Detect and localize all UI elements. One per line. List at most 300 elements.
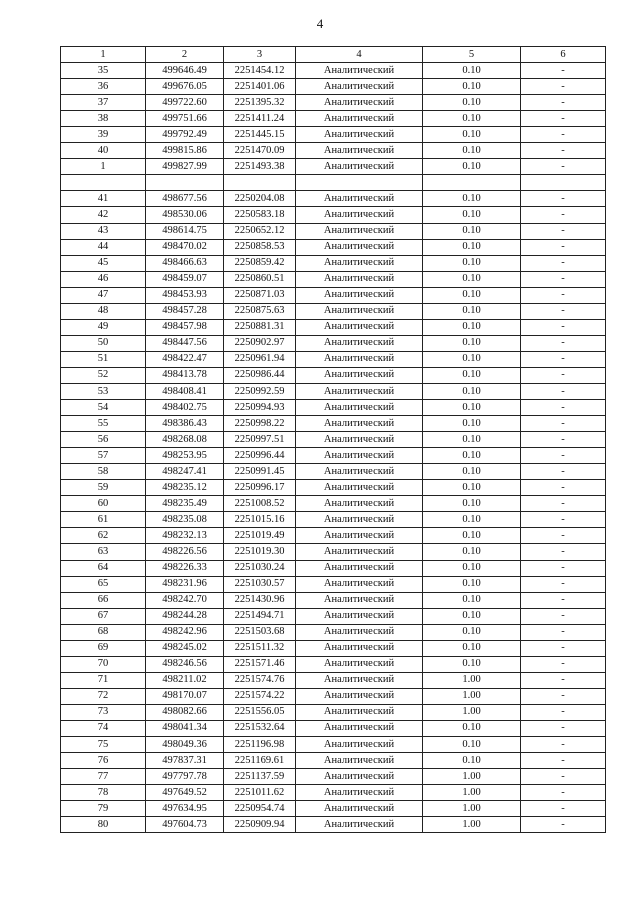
accuracy-cell: 0.10 [423,127,521,143]
table-row [61,79,606,95]
note-cell: - [521,592,606,608]
y-coordinate-cell: 2251511.32 [224,640,296,656]
y-coordinate-cell: 2251196.98 [224,737,296,753]
note-cell: - [521,704,606,720]
note-cell: - [521,319,606,335]
accuracy-cell: 0.10 [423,191,521,207]
y-coordinate-cell: 2251030.57 [224,576,296,592]
x-coordinate-cell: 499676.05 [146,79,224,95]
accuracy-cell: 0.10 [423,544,521,560]
note-cell: - [521,480,606,496]
x-coordinate-cell: 498447.56 [146,335,224,351]
table-row [61,271,606,287]
note-cell: - [521,464,606,480]
point-number-cell: 37 [61,95,146,111]
y-coordinate-cell: 2250954.74 [224,801,296,817]
y-coordinate-cell: 2250998.22 [224,416,296,432]
point-number-cell: 59 [61,480,146,496]
accuracy-cell: 0.10 [423,608,521,624]
table-row [61,127,606,143]
y-coordinate-cell: 2250871.03 [224,287,296,303]
method-cell: Аналитический [296,576,423,592]
method-cell: Аналитический [296,383,423,399]
method-cell: Аналитический [296,319,423,335]
point-number-cell: 44 [61,239,146,255]
y-coordinate-cell: 2251019.49 [224,528,296,544]
x-coordinate-cell: 498226.56 [146,544,224,560]
x-coordinate-cell: 498226.33 [146,560,224,576]
note-cell: - [521,367,606,383]
note-cell: - [521,95,606,111]
y-coordinate-cell: 2250992.59 [224,383,296,399]
x-coordinate-cell: 498235.49 [146,496,224,512]
x-coordinate-cell: 498459.07 [146,271,224,287]
x-coordinate-cell: 498041.34 [146,720,224,736]
table-row [61,159,606,175]
point-number-cell: 39 [61,127,146,143]
y-coordinate-cell: 2251411.24 [224,111,296,127]
x-coordinate-cell: 498614.75 [146,223,224,239]
accuracy-cell: 0.10 [423,95,521,111]
point-number-cell: 38 [61,111,146,127]
header-cell-col2: 2 [146,47,224,63]
y-coordinate-cell: 2250961.94 [224,351,296,367]
accuracy-cell: 0.10 [423,624,521,640]
y-coordinate-cell: 2250859.42 [224,255,296,271]
method-cell: Аналитический [296,737,423,753]
point-number-cell: 63 [61,544,146,560]
accuracy-cell: 0.10 [423,656,521,672]
y-coordinate-cell: 2250583.18 [224,207,296,223]
method-cell: Аналитический [296,400,423,416]
accuracy-cell: 0.10 [423,143,521,159]
accuracy-cell: 0.10 [423,512,521,528]
note-cell: - [521,383,606,399]
table-row [61,769,606,785]
note-cell: - [521,432,606,448]
x-coordinate-cell [146,175,224,191]
y-coordinate-cell: 2250909.94 [224,817,296,833]
method-cell: Аналитический [296,271,423,287]
note-cell: - [521,416,606,432]
method-cell: Аналитический [296,464,423,480]
table-row [61,640,606,656]
accuracy-cell: 0.10 [423,720,521,736]
note-cell: - [521,544,606,560]
x-coordinate-cell: 498402.75 [146,400,224,416]
page-number: 4 [316,16,324,31]
note-cell: - [521,448,606,464]
y-coordinate-cell [224,175,296,191]
y-coordinate-cell: 2250996.17 [224,480,296,496]
method-cell: Аналитический [296,720,423,736]
table-row [61,383,606,399]
table-header-row [61,47,606,63]
y-coordinate-cell: 2251445.15 [224,127,296,143]
y-coordinate-cell: 2251169.61 [224,753,296,769]
table-row [61,400,606,416]
method-cell: Аналитический [296,255,423,271]
header-cell-col5: 5 [423,47,521,63]
y-coordinate-cell: 2250875.63 [224,303,296,319]
method-cell: Аналитический [296,528,423,544]
header-cell-col1: 1 [61,47,146,63]
method-cell: Аналитический [296,95,423,111]
point-number-cell: 65 [61,576,146,592]
y-coordinate-cell: 2251030.24 [224,560,296,576]
note-cell: - [521,271,606,287]
point-number-cell: 36 [61,79,146,95]
accuracy-cell: 1.00 [423,688,521,704]
table-row [61,303,606,319]
y-coordinate-cell: 2251019.30 [224,544,296,560]
note-cell: - [521,351,606,367]
note-cell: - [521,656,606,672]
accuracy-cell: 0.10 [423,737,521,753]
table-row [61,207,606,223]
note-cell: - [521,624,606,640]
table-row [61,656,606,672]
table-row [61,737,606,753]
y-coordinate-cell: 2251574.76 [224,672,296,688]
note-cell: - [521,255,606,271]
accuracy-cell: 0.10 [423,432,521,448]
accuracy-cell: 0.10 [423,576,521,592]
table-row [61,592,606,608]
method-cell: Аналитический [296,239,423,255]
note-cell: - [521,528,606,544]
point-number-cell: 62 [61,528,146,544]
x-coordinate-cell: 497797.78 [146,769,224,785]
point-number-cell: 75 [61,737,146,753]
accuracy-cell: 0.10 [423,351,521,367]
x-coordinate-cell: 498466.63 [146,255,224,271]
x-coordinate-cell: 498408.41 [146,383,224,399]
x-coordinate-cell: 498246.56 [146,656,224,672]
point-number-cell: 64 [61,560,146,576]
x-coordinate-cell: 498231.96 [146,576,224,592]
method-cell: Аналитический [296,127,423,143]
point-number-cell: 57 [61,448,146,464]
accuracy-cell: 0.10 [423,528,521,544]
x-coordinate-cell: 498235.08 [146,512,224,528]
y-coordinate-cell: 2251494.71 [224,608,296,624]
y-coordinate-cell: 2250204.08 [224,191,296,207]
method-cell: Аналитический [296,351,423,367]
accuracy-cell: 0.10 [423,383,521,399]
y-coordinate-cell: 2251401.06 [224,79,296,95]
x-coordinate-cell: 498170.07 [146,688,224,704]
header-cell-col4: 4 [296,47,423,63]
y-coordinate-cell: 2251493.38 [224,159,296,175]
note-cell: - [521,688,606,704]
accuracy-cell: 0.10 [423,207,521,223]
x-coordinate-cell: 498242.70 [146,592,224,608]
x-coordinate-cell: 498245.02 [146,640,224,656]
y-coordinate-cell: 2250652.12 [224,223,296,239]
point-number-cell: 73 [61,704,146,720]
note-cell: - [521,159,606,175]
point-number-cell: 53 [61,383,146,399]
method-cell: Аналитический [296,335,423,351]
table-row [61,287,606,303]
y-coordinate-cell: 2250858.53 [224,239,296,255]
point-number-cell: 76 [61,753,146,769]
accuracy-cell: 0.10 [423,592,521,608]
method-cell: Аналитический [296,560,423,576]
point-number-cell: 58 [61,464,146,480]
note-cell: - [521,576,606,592]
x-coordinate-cell: 499751.66 [146,111,224,127]
x-coordinate-cell: 498457.28 [146,303,224,319]
point-number-cell: 71 [61,672,146,688]
point-number-cell: 43 [61,223,146,239]
x-coordinate-cell: 498247.41 [146,464,224,480]
note-cell: - [521,737,606,753]
accuracy-cell: 0.10 [423,287,521,303]
point-number-cell: 67 [61,608,146,624]
note-cell: - [521,79,606,95]
x-coordinate-cell: 499827.99 [146,159,224,175]
x-coordinate-cell: 498082.66 [146,704,224,720]
table-row [61,464,606,480]
header-cell-col3: 3 [224,47,296,63]
method-cell: Аналитический [296,496,423,512]
point-number-cell: 55 [61,416,146,432]
y-coordinate-cell: 2250997.51 [224,432,296,448]
note-cell: - [521,753,606,769]
x-coordinate-cell: 497837.31 [146,753,224,769]
y-coordinate-cell: 2250986.44 [224,367,296,383]
x-coordinate-cell: 498244.28 [146,608,224,624]
note-cell: - [521,303,606,319]
table-row [61,801,606,817]
table-row [61,63,606,79]
point-number-cell: 52 [61,367,146,383]
accuracy-cell: 0.10 [423,271,521,287]
accuracy-cell: 0.10 [423,640,521,656]
table-row [61,416,606,432]
note-cell: - [521,127,606,143]
point-number-cell: 60 [61,496,146,512]
x-coordinate-cell: 499792.49 [146,127,224,143]
table-row [61,512,606,528]
accuracy-cell: 1.00 [423,817,521,833]
table-row [61,528,606,544]
y-coordinate-cell: 2251395.32 [224,95,296,111]
point-number-cell: 41 [61,191,146,207]
x-coordinate-cell: 499815.86 [146,143,224,159]
method-cell: Аналитический [296,512,423,528]
table-row [61,704,606,720]
note-cell: - [521,512,606,528]
x-coordinate-cell: 498211.02 [146,672,224,688]
x-coordinate-cell: 497649.52 [146,785,224,801]
point-number-cell: 47 [61,287,146,303]
point-number-cell: 40 [61,143,146,159]
x-coordinate-cell: 498677.56 [146,191,224,207]
table-row [61,785,606,801]
table-row [61,319,606,335]
method-cell: Аналитический [296,287,423,303]
accuracy-cell: 0.10 [423,255,521,271]
table-row [61,367,606,383]
y-coordinate-cell: 2251574.22 [224,688,296,704]
accuracy-cell: 1.00 [423,672,521,688]
note-cell: - [521,560,606,576]
method-cell: Аналитический [296,704,423,720]
method-cell: Аналитический [296,656,423,672]
x-coordinate-cell: 498235.12 [146,480,224,496]
note-cell [521,175,606,191]
method-cell: Аналитический [296,223,423,239]
y-coordinate-cell: 2251454.12 [224,63,296,79]
point-number-cell: 45 [61,255,146,271]
y-coordinate-cell: 2250991.45 [224,464,296,480]
y-coordinate-cell: 2251571.46 [224,656,296,672]
x-coordinate-cell: 498530.06 [146,207,224,223]
coordinates-table [60,46,606,833]
method-cell: Аналитический [296,143,423,159]
point-number-cell: 80 [61,817,146,833]
point-number-cell: 69 [61,640,146,656]
point-number-cell: 78 [61,785,146,801]
point-number-cell: 66 [61,592,146,608]
accuracy-cell: 0.10 [423,560,521,576]
method-cell: Аналитический [296,367,423,383]
note-cell: - [521,817,606,833]
point-number-cell: 51 [61,351,146,367]
header-cell-col6: 6 [521,47,606,63]
method-cell: Аналитический [296,544,423,560]
method-cell: Аналитический [296,79,423,95]
method-cell: Аналитический [296,416,423,432]
accuracy-cell: 0.10 [423,335,521,351]
point-number-cell: 77 [61,769,146,785]
x-coordinate-cell: 499722.60 [146,95,224,111]
point-number-cell: 74 [61,720,146,736]
method-cell: Аналитический [296,480,423,496]
y-coordinate-cell: 2251137.59 [224,769,296,785]
table-row [61,817,606,833]
note-cell: - [521,769,606,785]
accuracy-cell: 0.10 [423,753,521,769]
table-row [61,496,606,512]
point-number-cell: 46 [61,271,146,287]
accuracy-cell: 0.10 [423,159,521,175]
y-coordinate-cell: 2250994.93 [224,400,296,416]
accuracy-cell: 0.10 [423,496,521,512]
note-cell: - [521,785,606,801]
note-cell: - [521,207,606,223]
accuracy-cell: 1.00 [423,801,521,817]
y-coordinate-cell: 2251008.52 [224,496,296,512]
y-coordinate-cell: 2251532.64 [224,720,296,736]
table-row [61,753,606,769]
note-cell: - [521,335,606,351]
x-coordinate-cell: 498232.13 [146,528,224,544]
table-row [61,111,606,127]
table-row [61,576,606,592]
point-number-cell: 1 [61,159,146,175]
x-coordinate-cell: 498470.02 [146,239,224,255]
method-cell: Аналитический [296,159,423,175]
point-number-cell: 35 [61,63,146,79]
method-cell: Аналитический [296,801,423,817]
method-cell: Аналитический [296,753,423,769]
accuracy-cell: 0.10 [423,303,521,319]
table-row [61,624,606,640]
point-number-cell: 48 [61,303,146,319]
table-row [61,143,606,159]
x-coordinate-cell: 498453.93 [146,287,224,303]
point-number-cell [61,175,146,191]
x-coordinate-cell: 498413.78 [146,367,224,383]
accuracy-cell: 0.10 [423,480,521,496]
point-number-cell: 56 [61,432,146,448]
y-coordinate-cell: 2250902.97 [224,335,296,351]
x-coordinate-cell: 498049.36 [146,737,224,753]
accuracy-cell: 0.10 [423,63,521,79]
note-cell: - [521,239,606,255]
method-cell: Аналитический [296,608,423,624]
x-coordinate-cell: 498422.47 [146,351,224,367]
note-cell: - [521,720,606,736]
table-row [61,95,606,111]
method-cell: Аналитический [296,785,423,801]
point-number-cell: 49 [61,319,146,335]
method-cell: Аналитический [296,448,423,464]
point-number-cell: 70 [61,656,146,672]
accuracy-cell: 0.10 [423,79,521,95]
table-row [61,191,606,207]
point-number-cell: 68 [61,624,146,640]
method-cell: Аналитический [296,624,423,640]
x-coordinate-cell: 497604.73 [146,817,224,833]
table-row [61,544,606,560]
accuracy-cell [423,175,521,191]
x-coordinate-cell: 498457.98 [146,319,224,335]
point-number-cell: 72 [61,688,146,704]
point-number-cell: 61 [61,512,146,528]
accuracy-cell: 0.10 [423,464,521,480]
accuracy-cell: 0.10 [423,111,521,127]
accuracy-cell: 0.10 [423,416,521,432]
point-number-cell: 42 [61,207,146,223]
accuracy-cell: 1.00 [423,785,521,801]
note-cell: - [521,608,606,624]
y-coordinate-cell: 2251503.68 [224,624,296,640]
x-coordinate-cell: 498386.43 [146,416,224,432]
method-cell: Аналитический [296,191,423,207]
point-number-cell: 79 [61,801,146,817]
y-coordinate-cell: 2251470.09 [224,143,296,159]
x-coordinate-cell: 497634.95 [146,801,224,817]
point-number-cell: 54 [61,400,146,416]
method-cell: Аналитический [296,303,423,319]
accuracy-cell: 1.00 [423,704,521,720]
x-coordinate-cell: 498242.96 [146,624,224,640]
note-cell: - [521,223,606,239]
coordinates-table-body [61,47,606,833]
accuracy-cell: 0.10 [423,239,521,255]
note-cell: - [521,287,606,303]
note-cell: - [521,111,606,127]
method-cell: Аналитический [296,207,423,223]
x-coordinate-cell: 498268.08 [146,432,224,448]
method-cell: Аналитический [296,111,423,127]
note-cell: - [521,63,606,79]
